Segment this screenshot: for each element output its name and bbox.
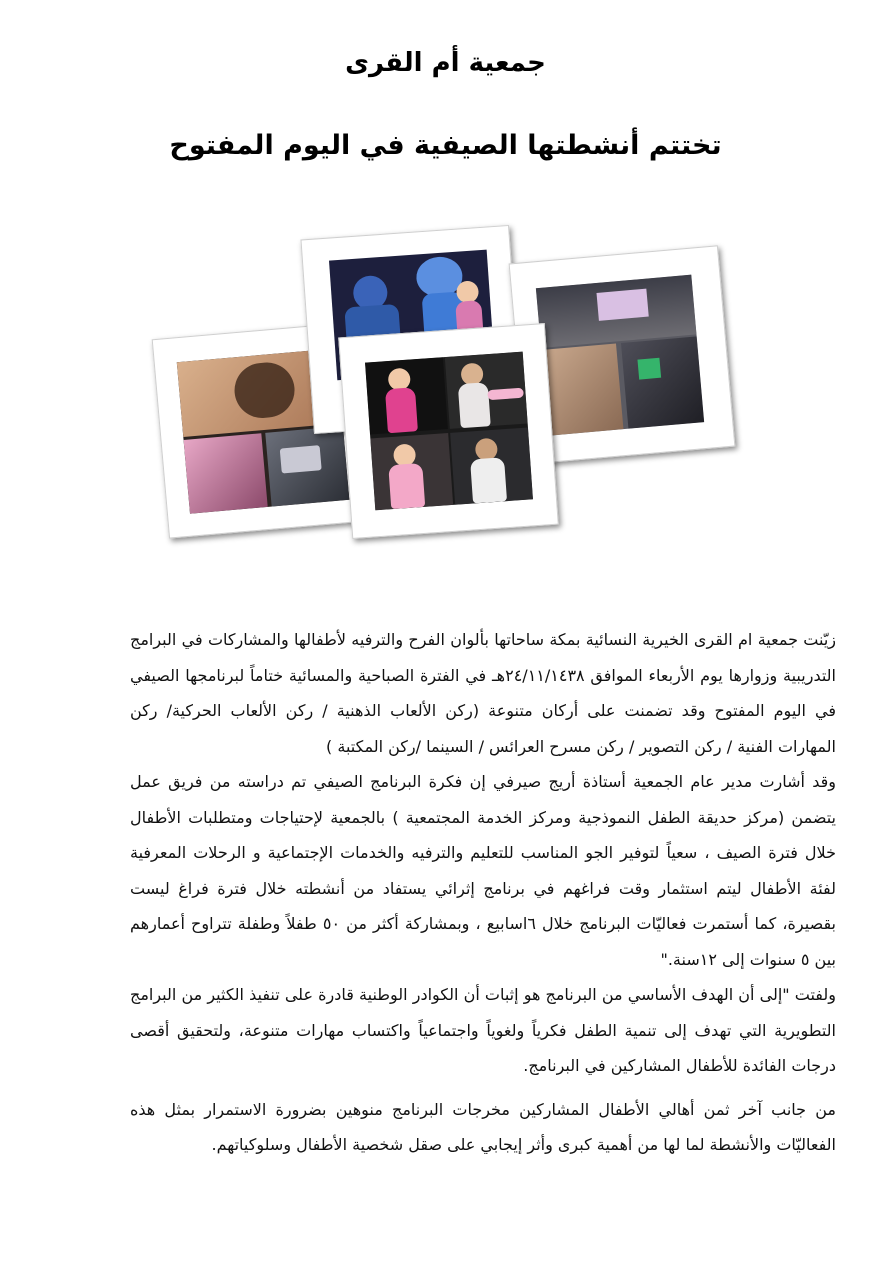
photo-children-collage	[338, 323, 559, 539]
article-body	[130, 622, 836, 1163]
article-paragraph: وقد أشارت مدير عام الجمعية أستاذة أريج صيرفي إن فكرة البرنامج الصيفي تم دراسته من فريق عمل يتضمن (مركز حديقة الطفل النموذجية ومركز الخدمة المجتمعية ) بالجمعية لإحتياجات ومتطلبات الأطفال خلال فترة الصيف ، سعياً لتوفير الجو المناسب للتعليم والترفيه والخدمات الإجتماعية و الرحلات المعرفية لفئة الأطفال ليتم استثمار وقت فراغهم في برنامج إثرائي يستفاد من أنشطته خلال فترة فراغ ليست بقصيرة، كما أستمرت فعاليّات البرنامج خلال ٦اسابيع ، وبمشاركة أكثر من ٥٠ طفلاً وطفلة تتراوح أعمارهم بين ٥ سنوات إلى ١٢سنة."	[130, 772, 836, 969]
headline: تختتم أنشطتها الصيفية في اليوم المفتوح	[169, 130, 722, 161]
article-paragraph: زيّنت جمعية ام القرى الخيرية النسائية بمكة ساحاتها بألوان الفرح والترفيه لأطفالها والمشاركات في البرامج التدريبية وزوارها يوم الأربعاء الموافق ٢٤/١١/١٤٣٨هـ في الفترة الصباحية والمسائية ختاماً لبرنامجها الصيفي في اليوم المفتوح وقد تضمنت على أركان متنوعة (ركن الألعاب الذهنية / ركن الألعاب الحركية/ ركن المهارات الفنية / ركن التصوير / ركن مسرح العرائس / السينما /ركن المكتبة )	[130, 630, 836, 756]
children-collage-image	[365, 352, 533, 511]
article-paragraph: ولفتت "إلى أن الهدف الأساسي من البرنامج هو إثبات أن الكوادر الوطنية قادرة على تنفيذ الكثير من البرامج التطويرية التي تهدف إلى تنمية الطفل فكرياً ولغوياً واجتماعياً واكتساب مهارات متنوعة، ولتحقيق أقصى درجات الفائدة للأطفال المشاركين في البرنامج.	[130, 985, 836, 1075]
classroom-image	[536, 275, 704, 436]
org-name: جمعية أم القرى	[345, 48, 546, 78]
article-paragraph: من جانب آخر ثمن أهالي الأطفال المشاركين مخرجات البرنامج منوهين بضرورة الاستمرار بمثل هذه الفعاليّات والأنشطة لما لها من أهمية كبرى وأثر إيجابي على صقل شخصية الأطفال وسلوكياتهم.	[130, 1099, 836, 1154]
